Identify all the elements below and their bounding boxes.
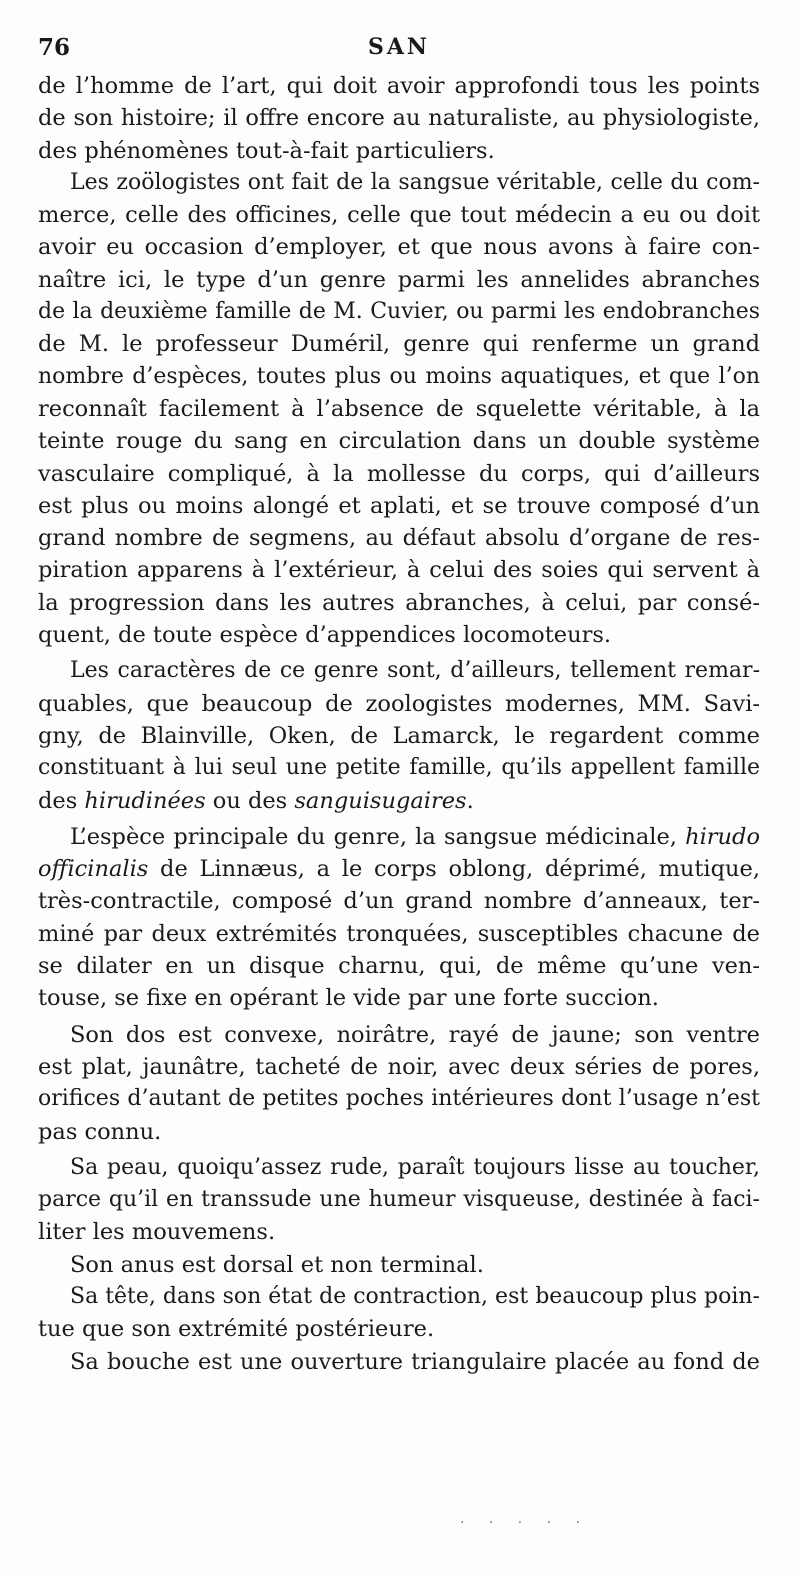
text-line: se dilater en un disque charnu, qui, de même qu’une ven-: [38, 953, 760, 980]
italic-term: hirudinées: [84, 787, 206, 814]
text-line: de l’homme de l’art, qui doit avoir approfondi tous les points: [38, 73, 760, 99]
text-line: liter les mouvemens.: [38, 1219, 276, 1246]
text-line: de la deuxième famille de M. Cuvier, ou parmi les endobranches: [38, 299, 760, 325]
paragraph: [38, 1281, 760, 1346]
text-line: Sa peau, quoiqu’assez rude, paraît toujours lisse au toucher,: [70, 1154, 760, 1180]
text-line: officinalis de Linnæus, a le corps oblong, déprimé, mutique,: [38, 856, 760, 883]
text-line: de M. le professeur Duméril, genre qui renferme un grand: [38, 331, 760, 358]
text-line: reconnaît facilement à l’absence de squelette véritable, à la: [38, 395, 760, 422]
text-line: est plat, jaunâtre, tacheté de noir, avec deux séries de pores,: [38, 1053, 760, 1080]
paragraph: [38, 1346, 760, 1378]
text-line: constituant à lui seul une petite famille, qu’ils appellent famille: [38, 755, 760, 781]
page-number: 76: [38, 34, 71, 61]
paragraph: [38, 1249, 760, 1281]
text-line: quables, que beaucoup de zoologistes modernes, MM. Savi-: [38, 690, 760, 717]
running-head: SAN: [367, 34, 431, 60]
text-line: très-contractile, composé d’un grand nombre d’anneaux, ter-: [38, 888, 760, 915]
text-line: Les caractères de ce genre sont, d’ailleurs, tellement remar-: [70, 658, 760, 684]
text-line: Sa bouche est une ouverture triangulaire placée au fond de: [70, 1348, 760, 1375]
paragraph: [38, 1019, 760, 1148]
text-line: Les zoölogistes ont fait de la sangsue véritable, celle du com-: [70, 169, 760, 195]
text-line: gny, de Blainville, Oken, de Lamarck, le regardent comme: [38, 722, 760, 749]
italic-term: sanguisugaires: [294, 787, 467, 814]
italic-term: officinalis: [38, 856, 149, 883]
text-line: Son dos est convexe, noirâtre, rayé de jaune; son ventre: [70, 1021, 760, 1048]
text-line: Son anus est dorsal et non terminal.: [70, 1251, 484, 1278]
paragraph: [38, 167, 760, 651]
text-line: piration apparens à l’extérieur, à celui des soies qui servent à: [38, 557, 760, 584]
text-line: touse, se fixe en opérant le vide par une forte succion.: [38, 985, 659, 1012]
paragraph: [38, 1152, 760, 1249]
paragraph: [38, 821, 760, 1015]
text-line: tue que son extrémité postérieure.: [38, 1316, 435, 1343]
text-line: avoir eu occasion d’employer, et que nous avons à faire con-: [38, 234, 760, 261]
text-line: parce qu’il en transsude une humeur visqueuse, destinée à faci-: [38, 1187, 760, 1213]
text-line: est plus ou moins alongé et aplati, et se trouve composé d’un: [38, 492, 760, 519]
text-line: teinte rouge du sang en circulation dans un double système: [38, 428, 760, 455]
text-line: des hirudinées ou des sanguisugaires.: [38, 787, 474, 814]
text-line: grand nombre de segmens, au défaut absolu d’organe de res-: [38, 525, 760, 552]
italic-term: hirudo: [685, 823, 760, 850]
text-line: miné par deux extrémités tronquées, susceptibles chacune de: [38, 920, 760, 947]
text-line: Sa tête, dans son état de contraction, est beaucoup plus poin-: [70, 1283, 760, 1309]
text-line: vasculaire compliqué, à la mollesse du corps, qui d’ailleurs: [38, 460, 760, 487]
page-header: [38, 34, 760, 66]
text-line: des phénomènes tout-à-fait particuliers.: [38, 137, 495, 164]
text-line: quent, de toute espèce d’appendices locomoteurs.: [38, 622, 612, 649]
text-line: L’espèce principale du genre, la sangsue médicinale, hirudo: [70, 823, 760, 850]
text-line: naître ici, le type d’un genre parmi les annelides abranches: [38, 266, 760, 293]
scan-specks: · · · · ·: [460, 1515, 591, 1531]
body-text: [38, 70, 760, 1378]
paragraph: [38, 655, 760, 816]
paragraph: [38, 70, 760, 167]
text-line: la progression dans les autres abranches, à celui, par consé-: [38, 589, 760, 616]
text-line: pas connu.: [38, 1118, 162, 1145]
text-line: orifices d’autant de petites poches intérieures dont l’usage n’est: [38, 1086, 760, 1112]
text-line: de son histoire; il offre encore au naturaliste, au physiologiste,: [38, 105, 760, 132]
text-line: nombre d’espèces, toutes plus ou moins aquatiques, et que l’on: [38, 363, 760, 389]
text-line: merce, celle des officines, celle que tout médecin a eu ou doit: [38, 202, 760, 229]
